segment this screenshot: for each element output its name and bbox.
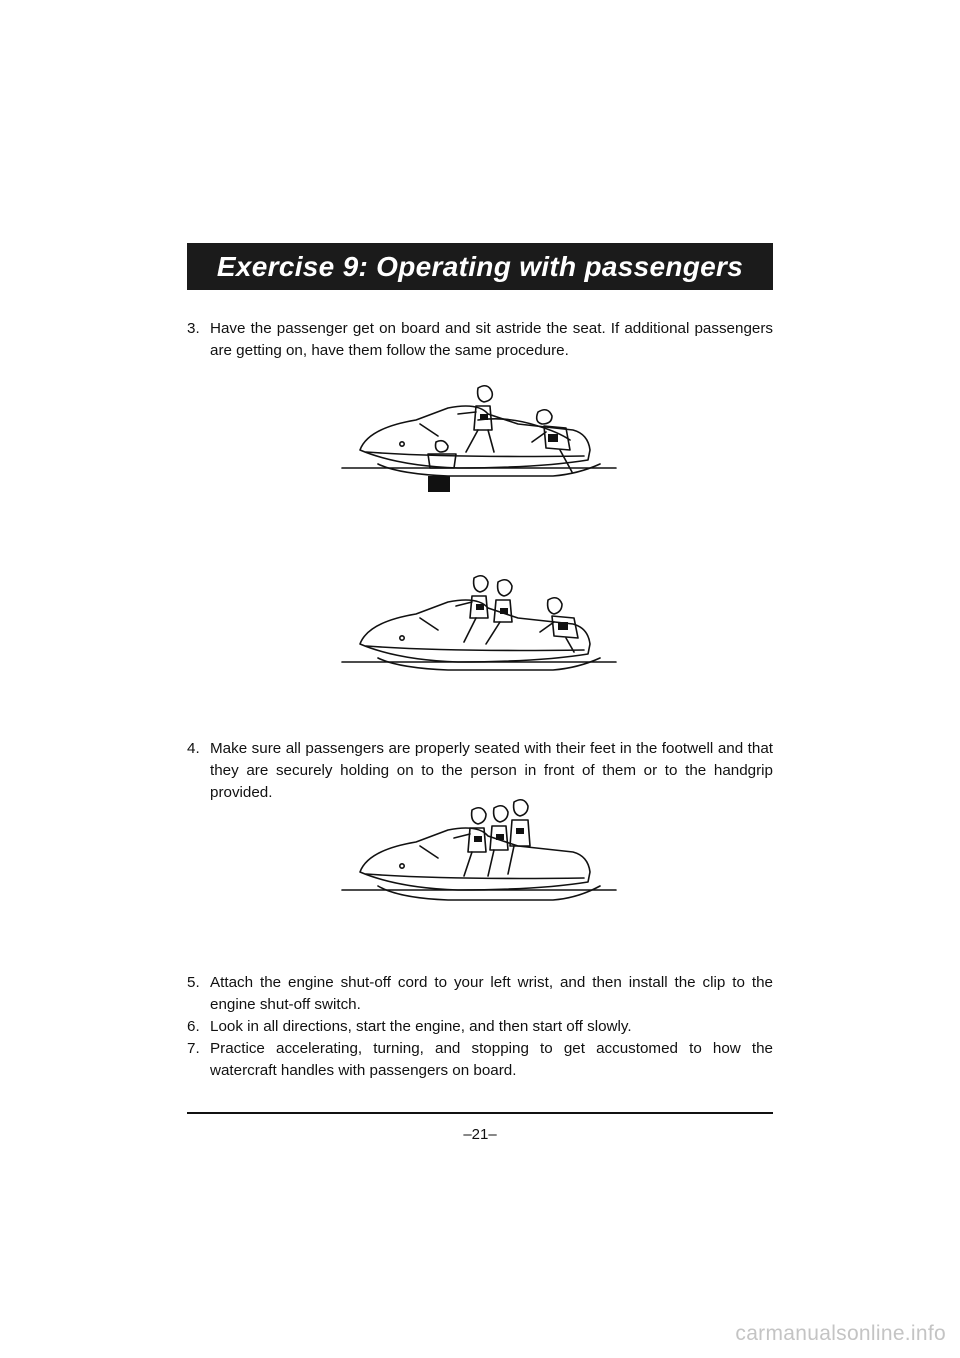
step-number: 4. [187, 740, 200, 757]
step-number: 6. [187, 1018, 200, 1035]
step-text: Look in all directions, start the engine, and then start off slowly. [210, 1018, 632, 1035]
step-text: Make sure all passengers are properly seated with their feet in the footwell and that they are securely holding on to the person in front of them or to the handgrip provided. [210, 740, 773, 801]
illustration-boarding-passenger [338, 376, 623, 498]
step-text: Attach the engine shut-off cord to your left wrist, and then install the clip to the engine shut-off switch. [210, 974, 773, 1013]
section-header [187, 243, 773, 290]
footer-rule [187, 1112, 773, 1114]
step-6 [187, 1016, 773, 1038]
step-number: 3. [187, 320, 200, 337]
step-3 [187, 318, 773, 362]
page-number: –21– [463, 1126, 497, 1143]
step-7 [187, 1038, 773, 1082]
section-title: Exercise 9: Operating with passengers [216, 250, 744, 282]
step-5 [187, 972, 773, 1016]
step-number: 7. [187, 1040, 200, 1057]
step-text: Practice accelerating, turning, and stopping to get accustomed to how the watercraft handles with passengers on board. [210, 1040, 773, 1079]
illustration-passengers-seated [338, 798, 623, 916]
illustration-passenger-climbing [338, 572, 623, 684]
step-4 [187, 738, 773, 804]
step-number: 5. [187, 974, 200, 991]
step-text: Have the passenger get on board and sit astride the seat. If additional passengers are getting on, have them follow the same procedure. [210, 320, 773, 359]
watermark: carmanualsonline.info [735, 1322, 946, 1345]
